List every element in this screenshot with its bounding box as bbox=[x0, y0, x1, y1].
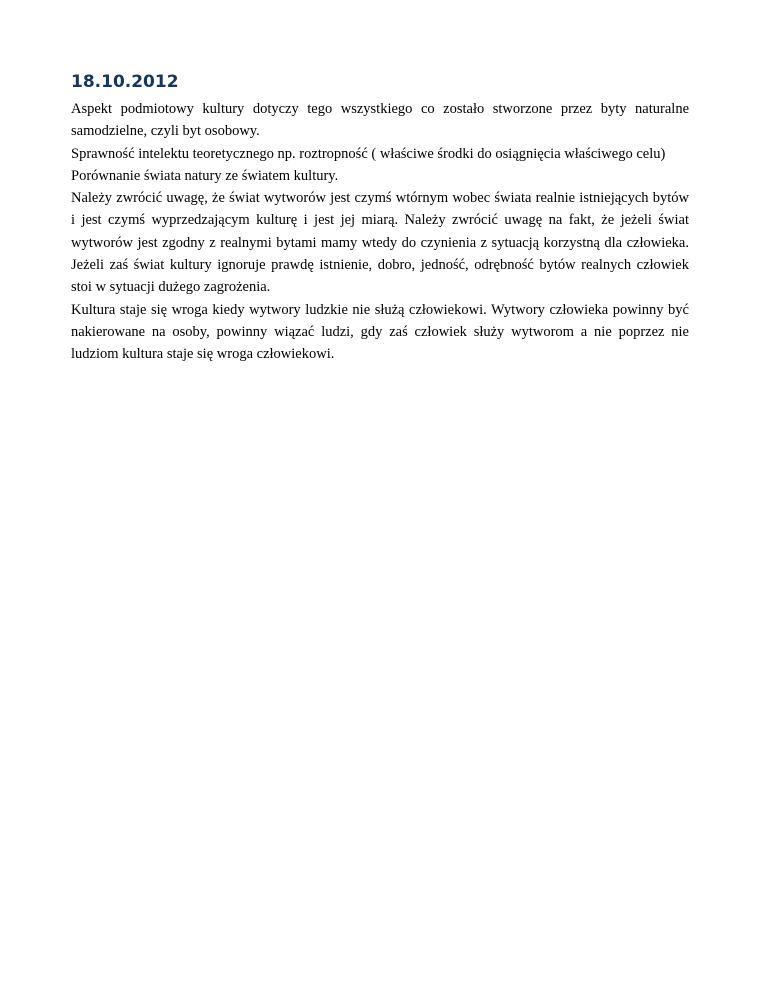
paragraph: Należy zwrócić uwagę, że świat wytworów jest czymś wtórnym wobec świata realnie istniejących bytów i jest czymś wyprzedzającym kulturę i jest jej miarą. Należy zwrócić uwagę na fakt, że jeżeli świat wytworów jest zgodny z realnymi bytami mamy wtedy do czynienia z sytuacją korzystną dla człowieka. Jeżeli zaś świat kultury ignoruje prawdę istnienie, dobro, jedność, odrębność bytów realnych człowiek stoi w sytuacji dużego zagrożenia. bbox=[71, 190, 689, 296]
paragraph: Aspekt podmiotowy kultury dotyczy tego wszystkiego co zostało stworzone przez byty naturalne samodzielne, czyli byt osobowy. bbox=[71, 101, 689, 140]
paragraph: Porównanie świata natury ze światem kultury. bbox=[71, 167, 339, 184]
document-heading: 18.10.2012 bbox=[71, 72, 179, 92]
paragraph: Sprawność intelektu teoretycznego np. roztropność ( właściwe środki do osiągnięcia właściwego celu) bbox=[71, 145, 666, 162]
paragraph: Kultura staje się wroga kiedy wytwory ludzkie nie służą człowiekowi. Wytwory człowieka powinny być nakierowane na osoby, powinny wiązać ludzi, gdy zaś człowiek służy wytworom a nie poprzez nie ludziom kultura staje się wroga człowiekowi. bbox=[71, 301, 689, 363]
document-body bbox=[71, 70, 689, 366]
